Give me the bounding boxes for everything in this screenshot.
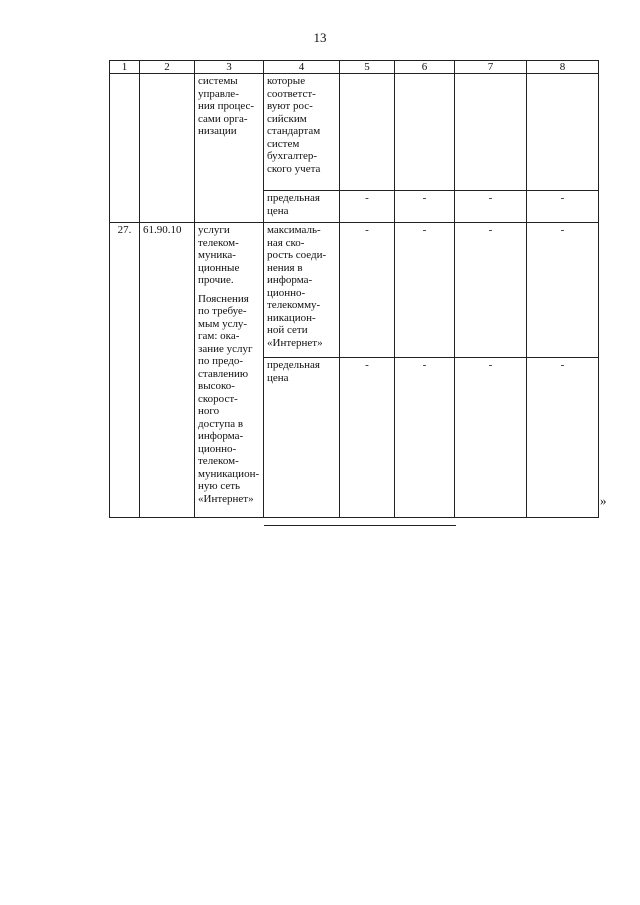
service-description-cell — [195, 74, 264, 223]
text-line: «Интернет» — [267, 336, 323, 349]
page-number: 13 — [313, 30, 327, 45]
value-cell: - — [395, 191, 455, 223]
text-line: максималь- — [267, 224, 321, 236]
closing-quote: » — [600, 493, 607, 508]
divider-line — [264, 525, 456, 526]
text-line: нения в — [267, 261, 303, 274]
text-line: ставлению — [198, 367, 249, 380]
text-line: предельная — [267, 359, 320, 371]
text-line: муникацион- — [198, 467, 260, 480]
text-line: доступа в — [198, 417, 244, 430]
text-line: «Интернет» — [198, 492, 254, 505]
text-line: по требуе- — [198, 305, 247, 317]
text-line: ционно- — [267, 286, 306, 299]
text-line: информа- — [267, 274, 313, 286]
text-line: сийским — [267, 112, 307, 125]
code-cell: 61.90.10 — [140, 223, 195, 518]
text-line: телеком- — [198, 455, 239, 467]
text-line: систем — [267, 137, 300, 150]
column-number: 6 — [395, 61, 455, 74]
text-line: услуги — [198, 224, 230, 236]
value-cell — [455, 74, 527, 191]
text-line: зание услуг — [198, 342, 253, 355]
text-line: ной сети — [267, 324, 308, 336]
service-description-cell — [195, 223, 264, 518]
service-name — [198, 224, 260, 287]
column-number: 2 — [140, 61, 195, 74]
value-cell: - — [527, 223, 599, 358]
text-line: ционно- — [198, 442, 237, 455]
service-explanation — [198, 293, 260, 506]
column-number: 3 — [195, 61, 264, 74]
column-number: 1 — [110, 61, 140, 74]
column-number: 5 — [340, 61, 395, 74]
text-line: высоко- — [198, 380, 235, 392]
text-line: ционные — [198, 261, 240, 274]
value-cell: - — [395, 223, 455, 358]
text-line: Пояснения — [198, 292, 249, 305]
text-line: рость соеди- — [267, 249, 327, 261]
text-line: прочие. — [198, 274, 234, 286]
text-line: ную сеть — [198, 480, 241, 492]
characteristic-cell — [264, 223, 340, 358]
text-line: ского учета — [267, 162, 321, 175]
text-line: предельная — [267, 192, 320, 204]
text-line: никацион- — [267, 311, 316, 324]
value-cell — [527, 74, 599, 191]
value-cell — [395, 74, 455, 191]
text-line: телеком- — [198, 236, 239, 249]
text-line: ного — [198, 405, 220, 417]
column-number: 7 — [455, 61, 527, 74]
value-cell: - — [455, 191, 527, 223]
value-cell — [340, 74, 395, 191]
text-line: сами орга- — [198, 112, 248, 125]
row-number-cell — [110, 74, 140, 223]
value-cell: - — [340, 358, 395, 518]
text-line: низации — [198, 125, 237, 137]
text-line: муника- — [198, 249, 236, 261]
row-number-cell: 27. — [110, 223, 140, 518]
text-line: системы — [198, 75, 238, 87]
table-row — [110, 74, 599, 191]
value-cell: - — [527, 358, 599, 518]
characteristic-cell — [264, 191, 340, 223]
column-number-row — [110, 61, 599, 74]
text-line: цена — [267, 371, 289, 384]
text-line: информа- — [198, 430, 244, 442]
value-cell: - — [340, 223, 395, 358]
column-number: 4 — [264, 61, 340, 74]
text-line: гам: ока- — [198, 330, 240, 342]
table-row — [110, 223, 599, 358]
characteristic-cell — [264, 74, 340, 191]
requirements-table — [109, 60, 599, 518]
column-number: 8 — [527, 61, 599, 74]
text-line: которые — [267, 75, 306, 87]
text-line: телекомму- — [267, 299, 321, 311]
text-line: вуют рос- — [267, 100, 313, 112]
value-cell: - — [395, 358, 455, 518]
value-cell: - — [527, 191, 599, 223]
value-cell: - — [455, 358, 527, 518]
text-line: соответст- — [267, 87, 316, 100]
code-cell — [140, 74, 195, 223]
text-line: цена — [267, 204, 289, 217]
text-line: по предо- — [198, 355, 244, 367]
text-line: ния процес- — [198, 100, 255, 112]
text-line: управле- — [198, 87, 239, 100]
text-line: бухгалтер- — [267, 150, 318, 162]
text-line: скорост- — [198, 392, 238, 405]
text-line: мым услу- — [198, 317, 248, 330]
text-line: ная ско- — [267, 236, 305, 249]
text-line: стандартам — [267, 125, 321, 137]
characteristic-cell — [264, 358, 340, 518]
value-cell: - — [455, 223, 527, 358]
value-cell: - — [340, 191, 395, 223]
